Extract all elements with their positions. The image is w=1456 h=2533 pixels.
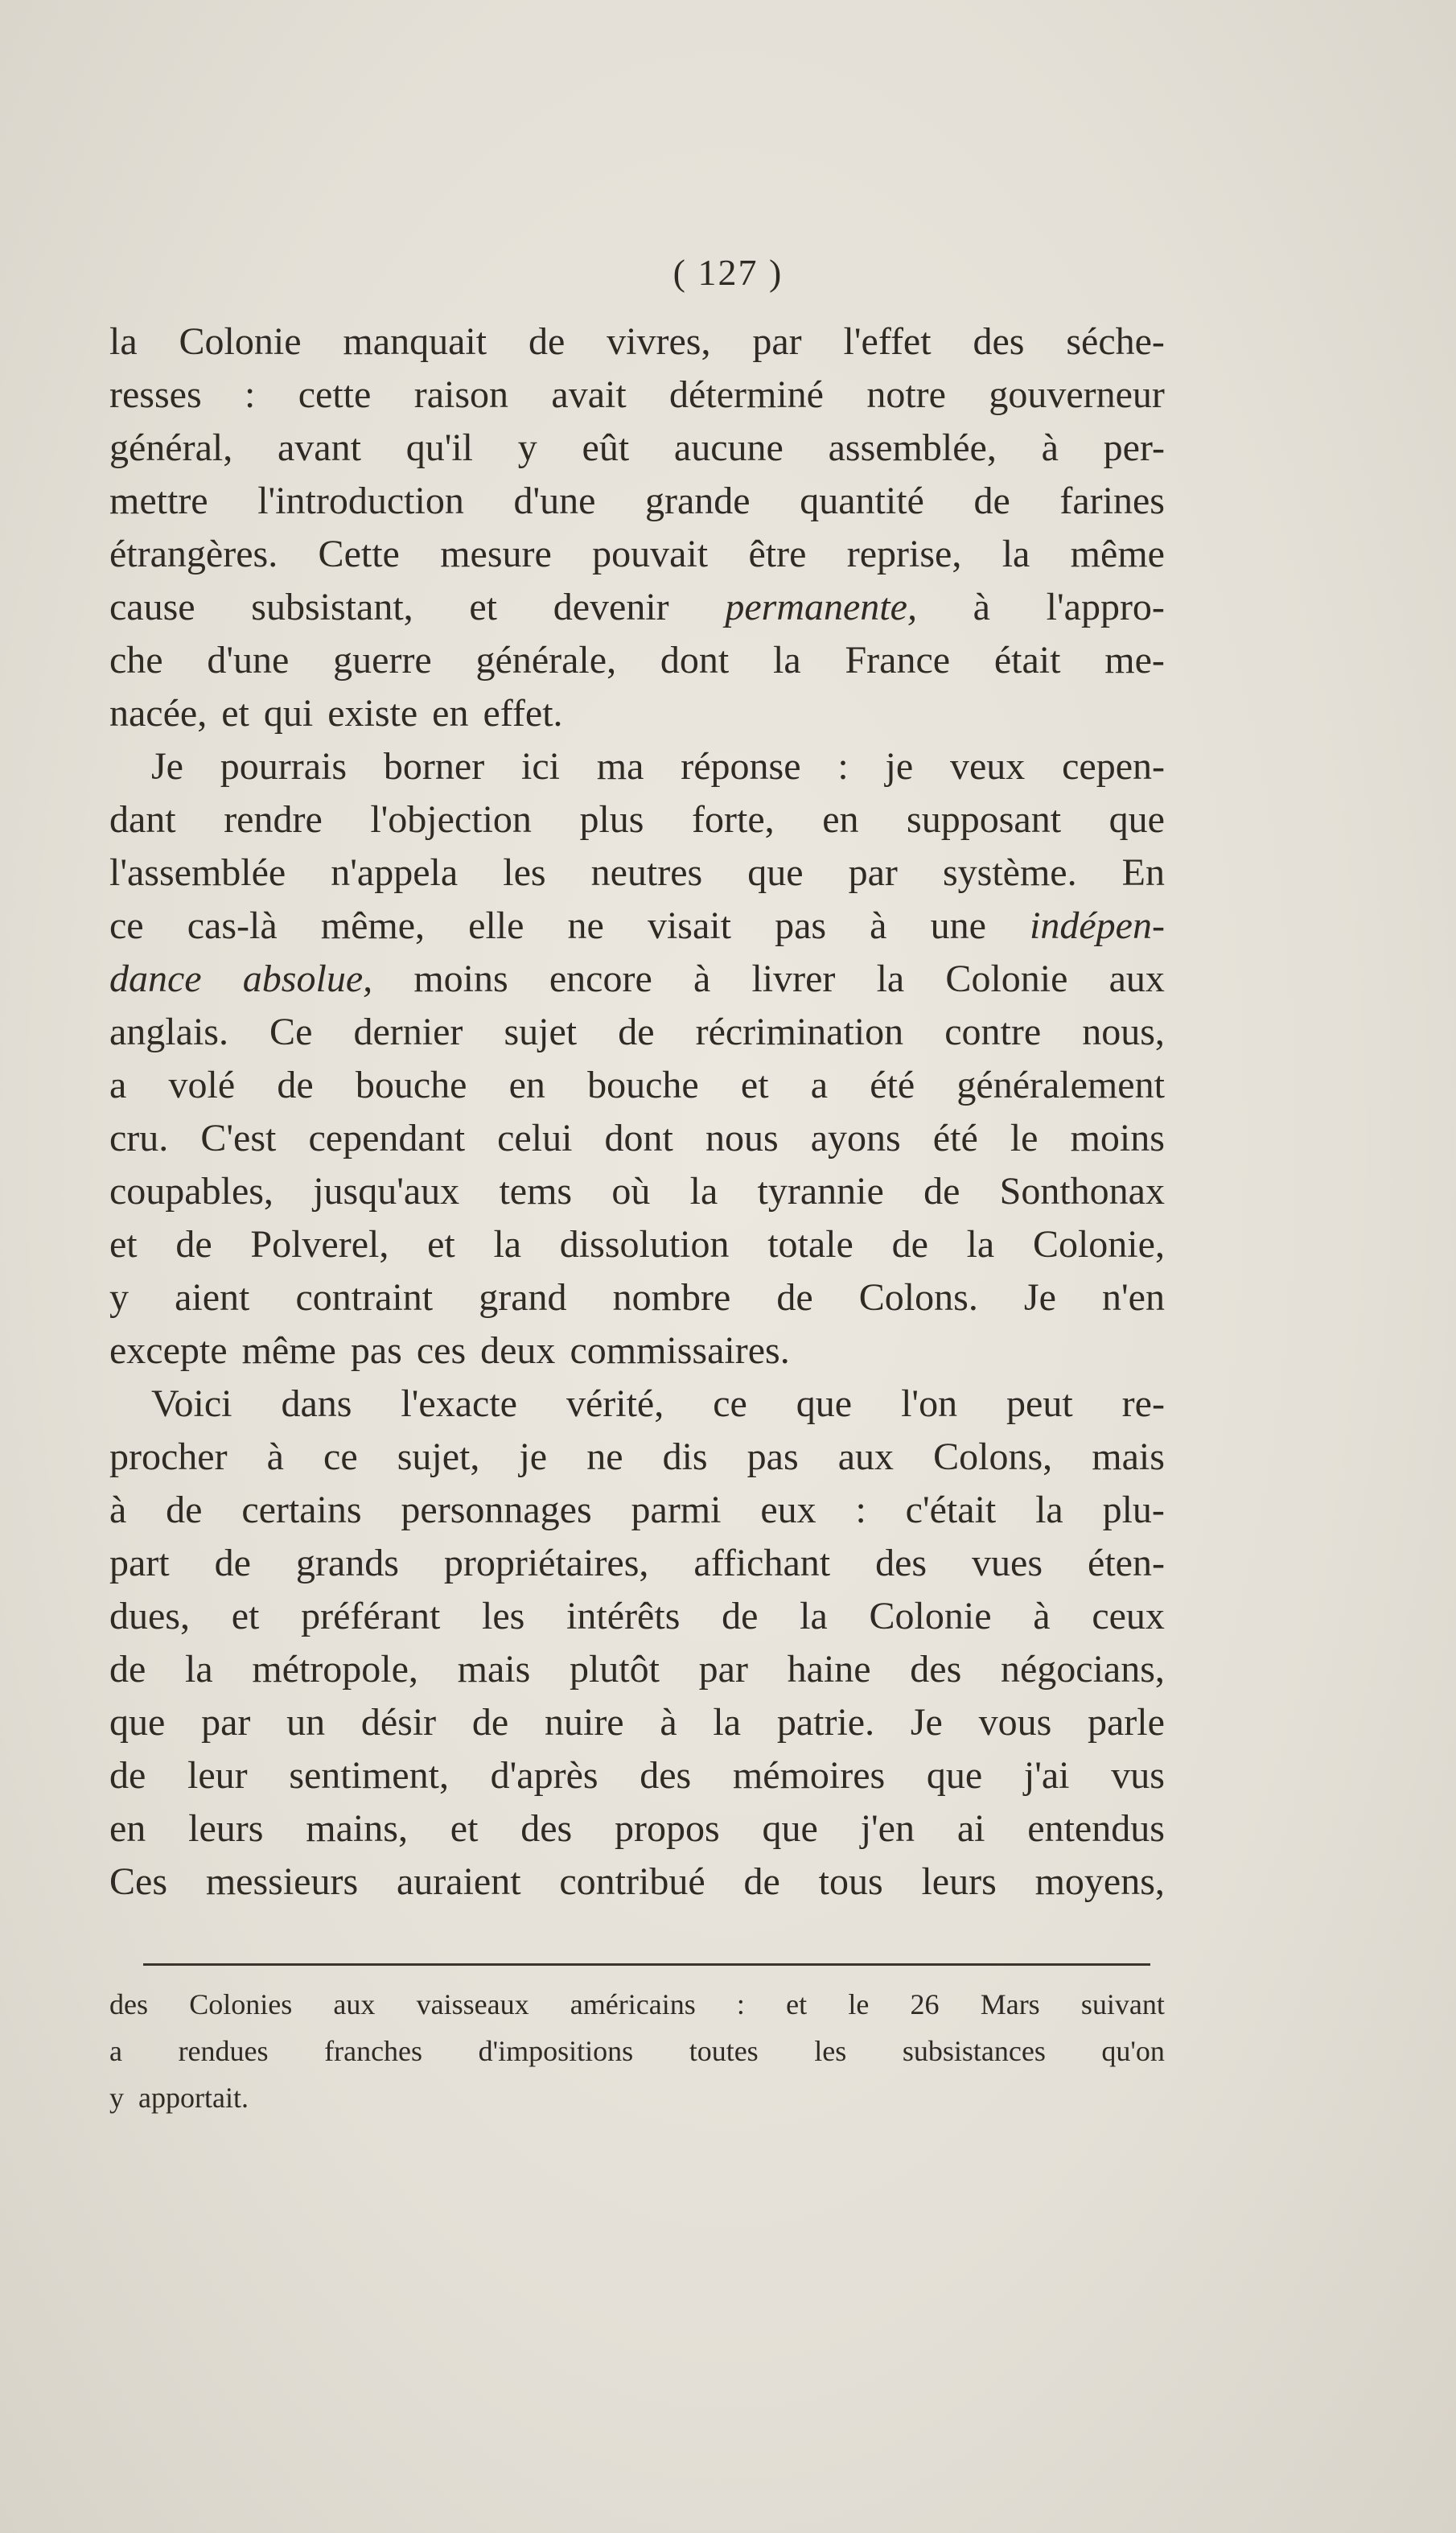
- body-line: Ces messieurs auraient contribué de tous leurs moyens,: [109, 1860, 1165, 1903]
- body-line: l'assemblée n'appela les neutres que par système. En: [109, 851, 1165, 894]
- body-line: ce cas-là même, elle ne visait pas à une indépen-: [109, 904, 1165, 947]
- body-line: de la métropole, mais plutôt par haine des négocians,: [109, 1648, 1165, 1691]
- body-line: che d'une guerre générale, dont la France était me-: [109, 639, 1165, 682]
- body-line: général, avant qu'il y eût aucune assemblée, à per-: [109, 426, 1165, 469]
- page-number: ( 127 ): [672, 252, 784, 293]
- footnote-line: y apportait.: [109, 2082, 249, 2114]
- body-line: cause subsistant, et devenir permanente, à l'appro-: [109, 586, 1165, 628]
- body-line: mettre l'introduction d'une grande quantité de farines: [109, 480, 1165, 522]
- footnote-line: des Colonies aux vaisseaux américains : et le 26 Mars suivant: [109, 1988, 1165, 2020]
- body-line: excepte même pas ces deux commissaires.: [109, 1329, 790, 1372]
- body-line: la Colonie manquait de vivres, par l'effet des séche-: [109, 320, 1165, 363]
- body-line: anglais. Ce dernier sujet de récrimination contre nous,: [109, 1011, 1165, 1053]
- body-line: en leurs mains, et des propos que j'en ai entendus: [109, 1807, 1165, 1850]
- body-line: Voici dans l'exacte vérité, ce que l'on peut re-: [151, 1382, 1165, 1425]
- body-line: cru. C'est cependant celui dont nous ayons été le moins: [109, 1117, 1165, 1159]
- body-line: et de Polverel, et la dissolution totale de la Colonie,: [109, 1223, 1165, 1266]
- body-line: nacée, et qui existe en effet.: [109, 692, 563, 735]
- footnote-line: a rendues franches d'impositions toutes les subsistances qu'on: [109, 2035, 1165, 2067]
- footnote: [109, 1981, 1165, 2121]
- body-line: de leur sentiment, d'après des mémoires que j'ai vus: [109, 1754, 1165, 1797]
- footnote-rule: [143, 1963, 1150, 1966]
- body-line: étrangères. Cette mesure pouvait être reprise, la même: [109, 533, 1165, 575]
- body-text: [109, 315, 1165, 1909]
- body-line: resses : cette raison avait déterminé notre gouverneur: [109, 373, 1165, 416]
- body-line: procher à ce sujet, je ne dis pas aux Colons, mais: [109, 1435, 1165, 1478]
- body-line: dance absolue, moins encore à livrer la Colonie aux: [109, 958, 1165, 1000]
- body-line: dant rendre l'objection plus forte, en supposant que: [109, 798, 1165, 841]
- body-line: coupables, jusqu'aux tems où la tyrannie de Sonthonax: [109, 1170, 1165, 1213]
- body-line: dues, et préférant les intérêts de la Colonie à ceux: [109, 1595, 1165, 1637]
- body-line: Je pourrais borner ici ma réponse : je veux cepen-: [151, 745, 1165, 788]
- body-line: à de certains personnages parmi eux : c'était la plu-: [109, 1489, 1165, 1531]
- body-line: a volé de bouche en bouche et a été généralement: [109, 1064, 1165, 1106]
- body-line: y aient contraint grand nombre de Colons. Je n'en: [109, 1276, 1165, 1319]
- body-line: que par un désir de nuire à la patrie. Je vous parle: [109, 1701, 1165, 1744]
- body-line: part de grands propriétaires, affichant des vues éten-: [109, 1542, 1165, 1584]
